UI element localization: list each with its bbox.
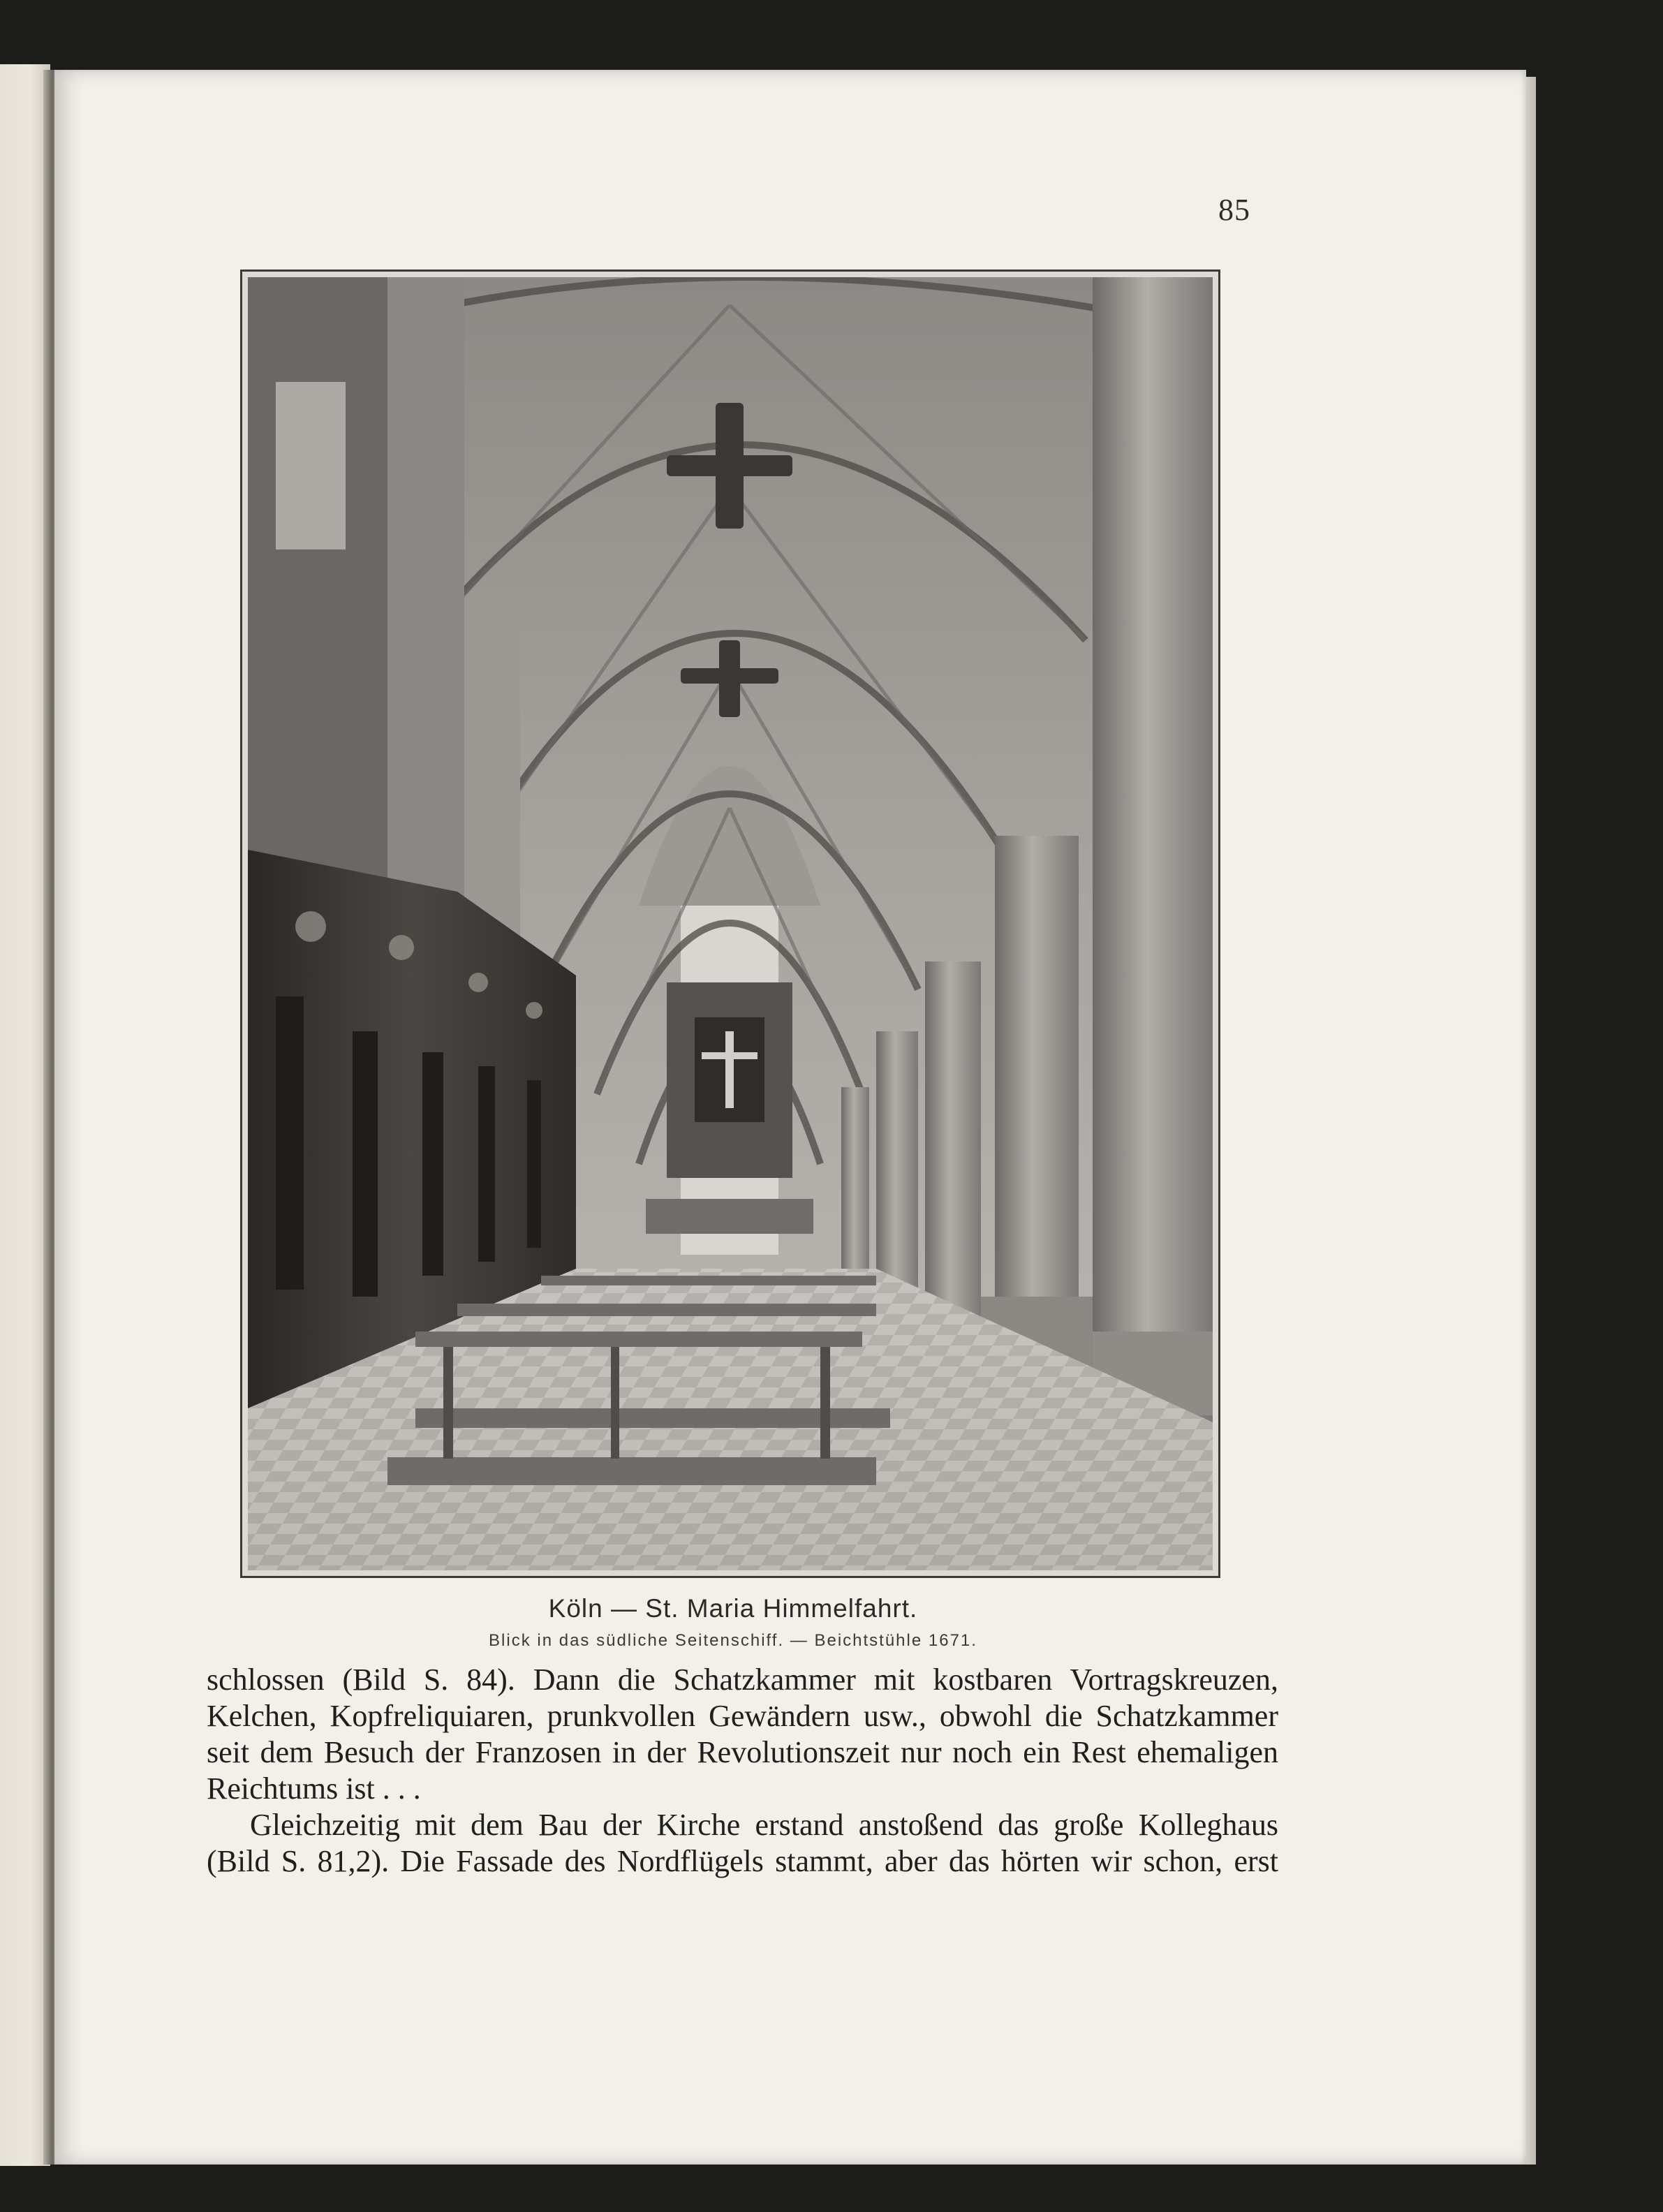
- body-line: seit dem Besuch der Franzosen in der Revolutionszeit nur noch ein Rest ehemaligen: [207, 1735, 1278, 1769]
- body-line: Gleichzeitig mit dem Bau der Kirche erstand anstoßend das große Kolleghaus: [250, 1808, 1278, 1842]
- body-line: (Bild S. 81,2). Die Fassade des Nordflügels stammt, aber das hörten wir schon, erst: [207, 1844, 1278, 1878]
- page-number: 85: [1218, 193, 1250, 227]
- body-line: Kelchen, Kopfreliquiaren, prunkvollen Gewändern usw., obwohl die Schatzkammer: [207, 1699, 1278, 1733]
- body-line: schlossen (Bild S. 84). Dann die Schatzkammer mit kostbaren Vortragskreuzen,: [207, 1662, 1278, 1697]
- figure-frame: [240, 270, 1220, 1578]
- church-interior-illustration: [248, 277, 1213, 1570]
- body-paragraphs: [207, 1662, 1278, 1880]
- figure-caption-title: Köln — St. Maria Himmelfahrt.: [548, 1594, 918, 1623]
- body-line: Reichtums ist . . .: [207, 1771, 421, 1806]
- church-interior-photo: [248, 277, 1213, 1570]
- figure-caption-subtitle: Blick in das südliche Seitenschiff. — Beichtstühle 1671.: [489, 1631, 977, 1650]
